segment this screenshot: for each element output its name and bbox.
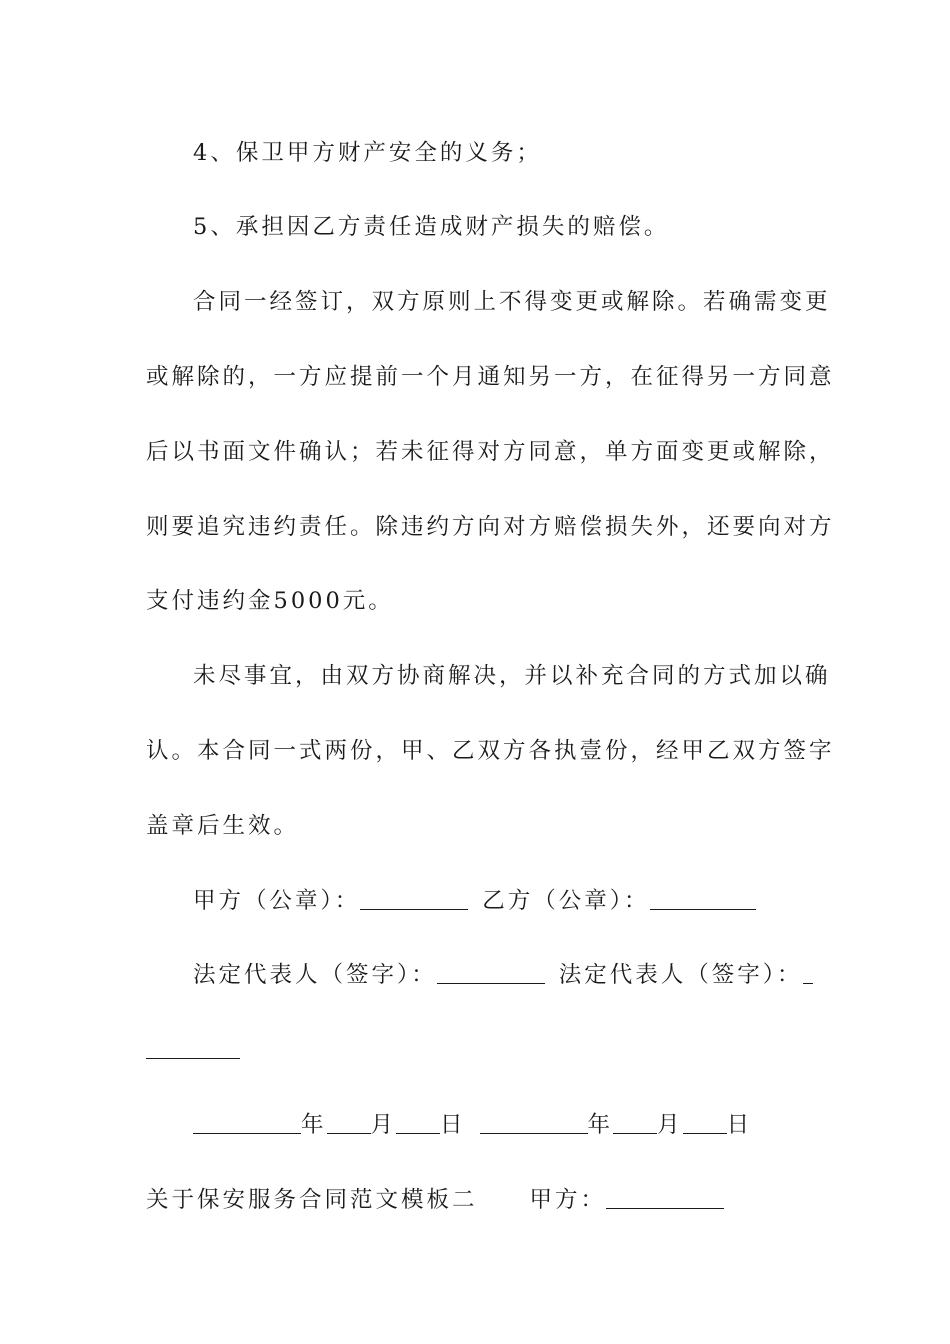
party-a-seal-blank	[360, 887, 468, 910]
party-b-rep-label: 法定代表人（签字）：	[558, 962, 803, 988]
party-a-day-blank	[396, 1111, 440, 1134]
party-b-seal-blank	[650, 887, 756, 910]
party-b-seal-label: 乙方（公章）：	[482, 888, 650, 914]
date-line	[193, 1110, 950, 1140]
next-party-a-blank	[606, 1186, 724, 1209]
clause-5: 5、承担因乙方责任造成财产损失的赔偿。	[193, 214, 670, 240]
year-label: 年	[587, 1112, 614, 1138]
paragraph-supplement-line-3: 盖章后生效。	[146, 813, 300, 839]
party-a-seal-label: 甲方（公章）：	[193, 888, 361, 914]
paragraph-modification-line-2: 或解除的，一方应提前一个月通知另一方，在征得另一方同意	[146, 364, 835, 390]
party-a-rep-label: 法定代表人（签字）：	[193, 962, 437, 988]
day-label: 日	[726, 1112, 753, 1138]
paragraph-supplement-line-1: 未尽事宜，由双方协商解决，并以补充合同的方式加以确	[193, 663, 831, 689]
clause-4: 4、保卫甲方财产安全的义务；	[193, 140, 542, 166]
party-b-year-blank	[480, 1111, 588, 1134]
next-party-a-label: 甲方：	[529, 1187, 607, 1213]
party-b-rep-blank-end	[146, 1036, 240, 1059]
paragraph-modification-line-4: 则要追究违约责任。除违约方向对方赔偿损失外，还要向对方	[146, 514, 835, 540]
day-label: 日	[440, 1112, 466, 1138]
paragraph-modification-line-1: 合同一经签订，双方原则上不得变更或解除。若确需变更	[193, 289, 831, 315]
party-a-month-blank	[327, 1111, 371, 1134]
month-label: 月	[370, 1112, 397, 1138]
party-b-month-blank	[613, 1111, 657, 1134]
representative-line	[193, 960, 950, 990]
paragraph-modification-line-5: 支付违约金5000元。	[146, 588, 394, 614]
year-label: 年	[301, 1112, 327, 1138]
paragraph-modification-line-3: 后以书面文件确认；若未征得对方同意，单方面变更或解除，	[146, 439, 835, 465]
next-contract-heading-line	[146, 1185, 950, 1215]
seal-line	[193, 886, 950, 916]
next-contract-title: 关于保安服务合同范文模板二	[146, 1187, 478, 1213]
paragraph-supplement-line-2: 认。本合同一式两份，甲、乙双方各执壹份，经甲乙双方签字	[146, 738, 835, 764]
month-label: 月	[657, 1112, 683, 1138]
party-a-rep-blank	[437, 961, 545, 984]
party-b-day-blank	[683, 1111, 727, 1134]
party-a-year-blank	[193, 1111, 301, 1134]
representative-blank-continued	[146, 1035, 950, 1065]
party-b-rep-blank-start	[803, 961, 813, 984]
